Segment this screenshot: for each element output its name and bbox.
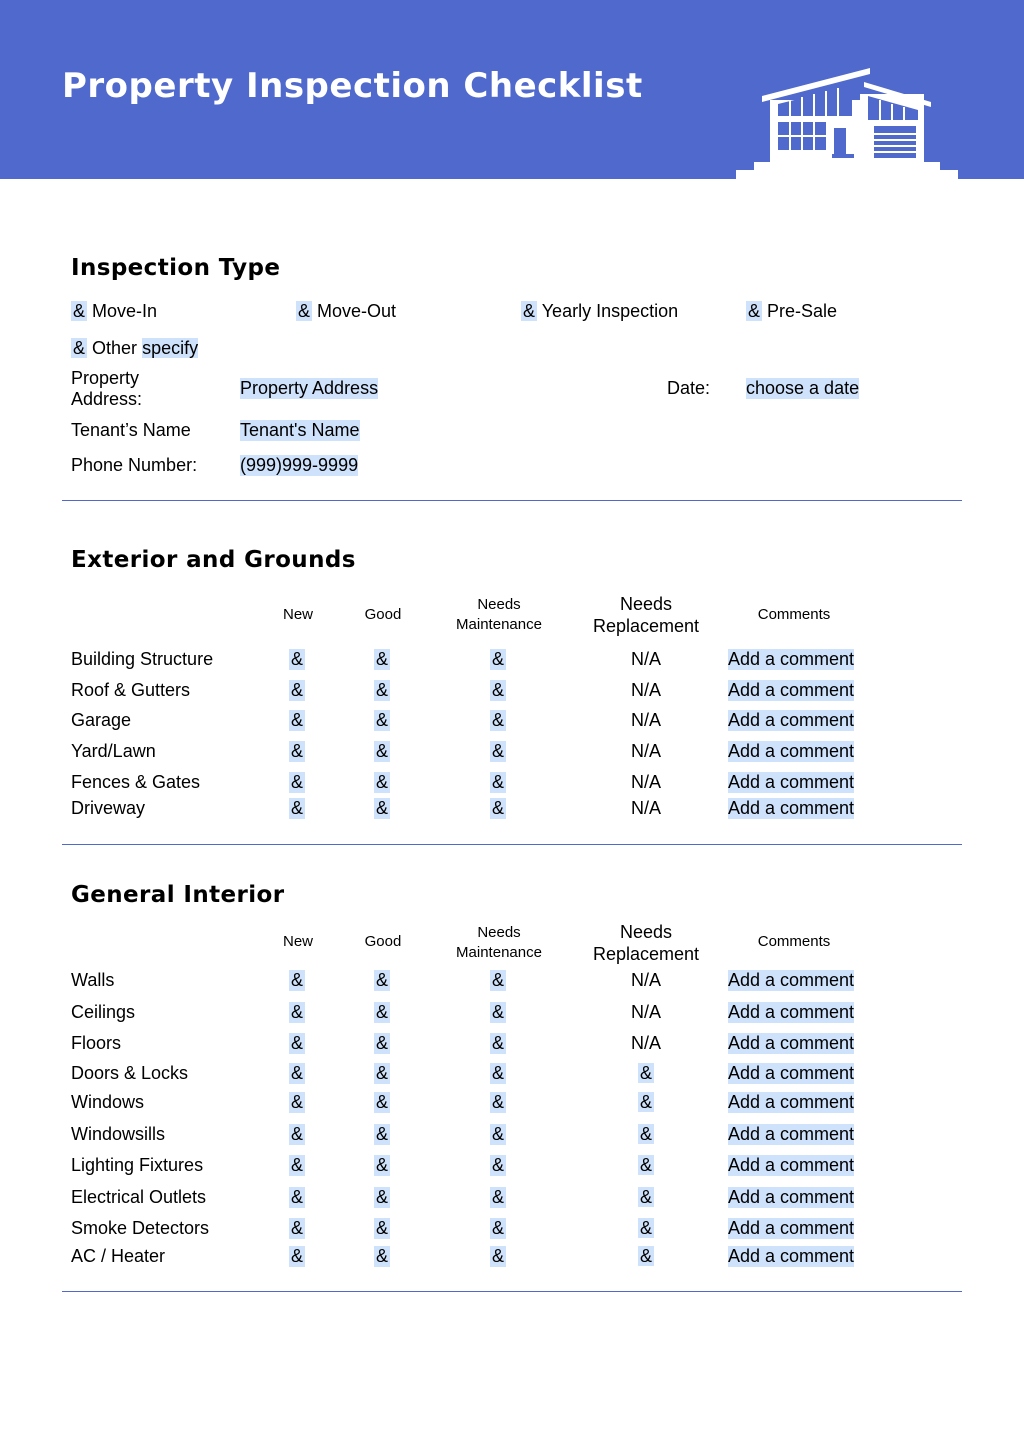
row-label: Lighting Fixtures	[71, 1155, 204, 1175]
needs-replacement-value: N/A	[630, 710, 661, 730]
row-label: Walls	[71, 970, 115, 990]
checkbox-new[interactable]: &	[291, 970, 304, 990]
checkbox-needs-maintenance[interactable]: &	[492, 1124, 505, 1144]
checkbox-needs-maintenance[interactable]: &	[492, 1002, 505, 1022]
comment-field[interactable]: Add a comment	[728, 1002, 855, 1022]
row-label: Ceilings	[71, 1002, 136, 1022]
checkbox-needs-maintenance[interactable]: &	[492, 710, 505, 730]
checkbox-needs-maintenance[interactable]: &	[492, 649, 505, 669]
checkbox-needs-maintenance[interactable]: &	[492, 1033, 505, 1053]
option-move-out[interactable]: & Move-Out	[298, 301, 397, 321]
needs-replacement-value[interactable]: &	[639, 1187, 652, 1207]
needs-replacement-value: N/A	[630, 970, 661, 990]
checkbox-good[interactable]: &	[376, 1155, 389, 1175]
divider	[62, 500, 962, 501]
checkbox-new[interactable]: &	[291, 649, 304, 669]
row-label: Garage	[71, 710, 132, 730]
tenant-name-label: Tenant’s Name	[71, 420, 191, 440]
checkbox-good[interactable]: &	[376, 970, 389, 990]
column-needs-maintenance: Needs Maintenance	[456, 924, 542, 961]
checkbox-needs-maintenance[interactable]: &	[492, 1246, 505, 1266]
checkbox[interactable]: &	[73, 301, 86, 321]
checkbox-good[interactable]: &	[376, 1218, 389, 1238]
divider	[62, 1291, 962, 1292]
checkbox-good[interactable]: &	[376, 1124, 389, 1144]
comment-field[interactable]: Add a comment	[728, 741, 855, 761]
date-picker[interactable]: choose a date	[746, 378, 860, 398]
checkbox-needs-maintenance[interactable]: &	[492, 1155, 505, 1175]
checkbox-new[interactable]: &	[291, 772, 304, 792]
comment-field[interactable]: Add a comment	[728, 1218, 855, 1238]
checkbox-needs-maintenance[interactable]: &	[492, 970, 505, 990]
other-specify-field[interactable]: specify	[142, 338, 199, 358]
needs-replacement-value: N/A	[630, 772, 661, 792]
checkbox-good[interactable]: &	[376, 1033, 389, 1053]
checkbox-new[interactable]: &	[291, 710, 304, 730]
checkbox-new[interactable]: &	[291, 1063, 304, 1083]
column-comments: Comments	[757, 933, 831, 950]
checkbox[interactable]: &	[523, 301, 536, 321]
needs-replacement-value: N/A	[630, 1002, 661, 1022]
checkbox-needs-maintenance[interactable]: &	[492, 798, 505, 818]
date-label: Date:	[667, 378, 711, 398]
row-label: Windowsills	[71, 1124, 166, 1144]
column-needs-replacement: Needs Replacement	[592, 594, 700, 636]
checkbox[interactable]: &	[73, 338, 86, 358]
checkbox[interactable]: &	[748, 301, 761, 321]
checkbox-new[interactable]: &	[291, 1155, 304, 1175]
checkbox-needs-maintenance[interactable]: &	[492, 741, 505, 761]
checkbox-good[interactable]: &	[376, 772, 389, 792]
checkbox-good[interactable]: &	[376, 1092, 389, 1112]
needs-replacement-value[interactable]: &	[639, 1218, 652, 1238]
column-needs-maintenance: Needs Maintenance	[456, 596, 542, 633]
checkbox-needs-maintenance[interactable]: &	[492, 772, 505, 792]
comment-field[interactable]: Add a comment	[728, 1033, 855, 1053]
row-label: Smoke Detectors	[71, 1218, 210, 1238]
row-label: Building Structure	[71, 649, 214, 669]
comment-field[interactable]: Add a comment	[728, 680, 855, 700]
row-label: Doors & Locks	[71, 1063, 189, 1083]
needs-replacement-value[interactable]: &	[639, 1155, 652, 1175]
column-comments: Comments	[757, 606, 831, 623]
option-yearly-inspection[interactable]: & Yearly Inspection	[523, 301, 679, 321]
checkbox-new[interactable]: &	[291, 1124, 304, 1144]
checkbox-good[interactable]: &	[376, 1187, 389, 1207]
comment-field[interactable]: Add a comment	[728, 1092, 855, 1112]
row-label: Fences & Gates	[71, 772, 201, 792]
row-label: Electrical Outlets	[71, 1187, 207, 1207]
divider	[62, 844, 962, 845]
row-label: AC / Heater	[71, 1246, 166, 1266]
checkbox-needs-maintenance[interactable]: &	[492, 1092, 505, 1112]
checkbox-new[interactable]: &	[291, 1033, 304, 1053]
row-label: Roof & Gutters	[71, 680, 191, 700]
checkbox-good[interactable]: &	[376, 1063, 389, 1083]
house-icon	[734, 64, 960, 180]
row-label: Driveway	[71, 798, 146, 818]
checkbox-new[interactable]: &	[291, 1246, 304, 1266]
checkbox-good[interactable]: &	[376, 649, 389, 669]
checkbox-new[interactable]: &	[291, 1218, 304, 1238]
column-good: Good	[364, 933, 402, 950]
phone-number-field[interactable]: (999)999-9999	[240, 455, 359, 475]
checkbox-needs-maintenance[interactable]: &	[492, 1187, 505, 1207]
checkbox-new[interactable]: &	[291, 798, 304, 818]
needs-replacement-value: N/A	[630, 680, 661, 700]
column-new: New	[282, 606, 313, 623]
inspection-type-heading: Inspection Type	[71, 255, 281, 281]
page-title: Property Inspection Checklist	[62, 66, 643, 106]
column-needs-replacement: Needs Replacement	[592, 922, 700, 964]
option-pre-sale[interactable]: & Pre-Sale	[748, 301, 838, 321]
tenant-name-field[interactable]: Tenant's Name	[240, 420, 360, 440]
checkbox-good[interactable]: &	[376, 680, 389, 700]
phone-number-label: Phone Number:	[71, 455, 198, 475]
comment-field[interactable]: Add a comment	[728, 1124, 855, 1144]
checkbox-good[interactable]: &	[376, 1002, 389, 1022]
comment-field[interactable]: Add a comment	[728, 710, 855, 730]
checkbox-new[interactable]: &	[291, 1092, 304, 1112]
needs-replacement-value[interactable]: &	[639, 1092, 652, 1112]
needs-replacement-value: N/A	[630, 741, 661, 761]
checkbox-good[interactable]: &	[376, 710, 389, 730]
checkbox-new[interactable]: &	[291, 680, 304, 700]
checkbox-good[interactable]: &	[376, 1246, 389, 1266]
column-new: New	[282, 933, 313, 950]
needs-replacement-value[interactable]: &	[639, 1124, 652, 1144]
checkbox-needs-maintenance[interactable]: &	[492, 1218, 505, 1238]
property-address-field[interactable]: Property Address	[240, 378, 379, 398]
comment-field[interactable]: Add a comment	[728, 1187, 855, 1207]
checkbox-new[interactable]: &	[291, 1187, 304, 1207]
checkbox-needs-maintenance[interactable]: &	[492, 1063, 505, 1083]
checkbox-good[interactable]: &	[376, 798, 389, 818]
comment-field[interactable]: Add a comment	[728, 772, 855, 792]
checkbox-good[interactable]: &	[376, 741, 389, 761]
column-good: Good	[364, 606, 402, 623]
needs-replacement-value[interactable]: &	[639, 1246, 652, 1266]
comment-field[interactable]: Add a comment	[728, 649, 855, 669]
comment-field[interactable]: Add a comment	[728, 1063, 855, 1083]
needs-replacement-value: N/A	[630, 649, 661, 669]
checkbox[interactable]: &	[298, 301, 311, 321]
needs-replacement-value: N/A	[630, 1033, 661, 1053]
comment-field[interactable]: Add a comment	[728, 1246, 855, 1266]
row-label: Floors	[71, 1033, 122, 1053]
row-label: Windows	[71, 1092, 145, 1112]
property-address-label: Property Address:	[71, 368, 143, 409]
comment-field[interactable]: Add a comment	[728, 970, 855, 990]
comment-field[interactable]: Add a comment	[728, 798, 855, 818]
interior-heading: General Interior	[71, 882, 285, 908]
row-label: Yard/Lawn	[71, 741, 156, 761]
needs-replacement-value: N/A	[630, 798, 661, 818]
checkbox-new[interactable]: &	[291, 741, 304, 761]
comment-field[interactable]: Add a comment	[728, 1155, 855, 1175]
option-other[interactable]: & Other specify	[73, 338, 199, 358]
option-move-in[interactable]: & Move-In	[73, 301, 158, 321]
exterior-heading: Exterior and Grounds	[71, 547, 356, 573]
checkbox-needs-maintenance[interactable]: &	[492, 680, 505, 700]
needs-replacement-value[interactable]: &	[639, 1063, 652, 1083]
checkbox-new[interactable]: &	[291, 1002, 304, 1022]
